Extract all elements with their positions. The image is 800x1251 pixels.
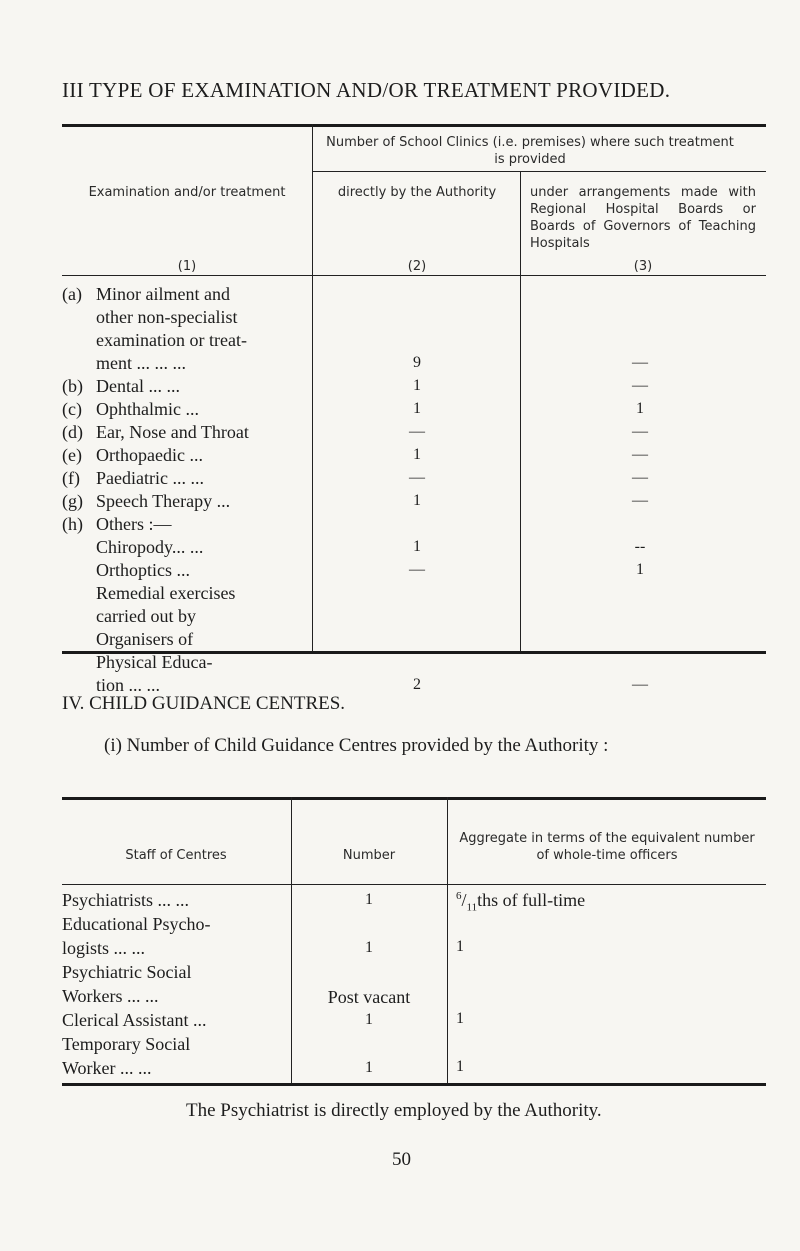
- table2-col1-header: Staff of Centres: [125, 848, 227, 863]
- table1-col3-num: (3): [633, 259, 653, 274]
- table2-top-rule: [62, 797, 766, 800]
- table2-row-label: Psychiatric Social: [62, 962, 192, 982]
- table1-col3-value: 1: [636, 561, 644, 578]
- section3-title: III TYPE OF EXAMINATION AND/OR TREATMENT PROVIDED.: [62, 78, 671, 102]
- table1-row-label: Remedial exercises: [96, 583, 236, 603]
- fraction-slash: /: [461, 890, 467, 910]
- table1-row-label: Physical Educa-: [96, 652, 213, 672]
- table1-col1-num: (1): [177, 259, 197, 274]
- table1-col2-value: 1: [413, 377, 421, 394]
- table2-number-value: 1: [365, 939, 373, 956]
- table1-row-letter: (e): [62, 445, 82, 465]
- table2-row-label: Workers ... ...: [62, 986, 159, 1006]
- page-number: 50: [392, 1149, 411, 1170]
- table2-col2-header: Number: [342, 848, 396, 863]
- table2-bottom-rule: [62, 1083, 766, 1086]
- table1-col2-num: (2): [407, 259, 427, 274]
- table1-col3-header: under arrangements made with Regional Hospital Boards or Boards of Governors of Teaching Hospitals: [530, 185, 756, 251]
- table2-number-value: 1: [365, 891, 373, 908]
- table1-row-label: Organisers of: [96, 629, 194, 649]
- table1-row-letter: (d): [62, 422, 83, 442]
- table2-aggregate-value: 1: [456, 938, 464, 955]
- table1-col3-value: 1: [636, 400, 644, 417]
- table1-col3-value: —: [632, 423, 648, 440]
- table1-group-header: Number of School Clinics (i.e. premises) where such treatment is provided: [326, 135, 734, 167]
- table1-row-label: Others :—: [96, 514, 172, 534]
- table2-row-label: Psychiatrists ... ...: [62, 890, 190, 910]
- table2-row-label: Clerical Assistant ...: [62, 1010, 207, 1030]
- table1-row-label: Minor ailment and: [96, 284, 230, 304]
- table1-row-label: carried out by: [96, 606, 196, 626]
- table1-col2-value: 1: [413, 538, 421, 555]
- table2-header-rule: [62, 884, 766, 885]
- table1-row-label: Paediatric ... ...: [96, 468, 204, 488]
- table1-row-label: Speech Therapy ...: [96, 491, 231, 511]
- table1-col3-value: —: [632, 676, 648, 693]
- table1-row-label: Chiropody... ...: [96, 537, 204, 557]
- table1-row-label: tion ... ...: [96, 675, 161, 695]
- table1-row-label: Orthoptics ...: [96, 560, 190, 580]
- table1-col2-value: —: [409, 469, 425, 486]
- table1-row-label: Orthopaedic ...: [96, 445, 203, 465]
- table1-header-rule: [62, 275, 766, 276]
- table1-row-letter: (h): [62, 514, 83, 534]
- table1-top-rule: [62, 124, 766, 127]
- table1-row-letter: (g): [62, 491, 83, 511]
- table1-col2-value: —: [409, 423, 425, 440]
- fraction-numerator: 6: [456, 890, 462, 902]
- table1-row-label: examination or treat-: [96, 330, 247, 350]
- table2-number-value: Post vacant: [327, 987, 411, 1007]
- table1-col-divider-1: [312, 124, 313, 652]
- table1-col3-value: —: [632, 446, 648, 463]
- table1-row-label: ment ... ... ...: [96, 353, 186, 373]
- table1-col2-value: —: [409, 561, 425, 578]
- table2-row-label: Temporary Social: [62, 1034, 191, 1054]
- table1-row-letter: (a): [62, 284, 82, 304]
- table1-col2-value: 1: [413, 400, 421, 417]
- table1-col3-value: —: [632, 492, 648, 509]
- aggregate-suffix: ths of full-time: [477, 890, 586, 910]
- table2-aggregate-value: [456, 890, 585, 914]
- table1-col2-value: 1: [413, 446, 421, 463]
- footnote: The Psychiatrist is directly employed by the Authority.: [186, 1100, 602, 1121]
- table2-aggregate-value: 1: [456, 1010, 464, 1027]
- section4-subtitle: (i) Number of Child Guidance Centres provided by the Authority :: [104, 735, 609, 756]
- table1-col3-value: —: [632, 469, 648, 486]
- fraction-denominator: 11: [466, 901, 478, 914]
- table1-row-label: other non-specialist: [96, 307, 238, 327]
- table1-row-label: Ophthalmic ...: [96, 399, 199, 419]
- table1-col1-header: Examination and/or treatment: [88, 185, 286, 200]
- table2-number-value: 1: [365, 1011, 373, 1028]
- section4-title: IV. CHILD GUIDANCE CENTRES.: [62, 693, 346, 714]
- table2-col-divider-2: [447, 797, 448, 1085]
- table1-col3-value: —: [632, 377, 648, 394]
- table1-col2-value: 1: [413, 492, 421, 509]
- table2-row-label: logists ... ...: [62, 938, 146, 958]
- table2-number-value: 1: [365, 1059, 373, 1076]
- table2-aggregate-value: 1: [456, 1058, 464, 1075]
- table1-col2-value: 2: [413, 676, 421, 693]
- table1-group-rule: [313, 171, 766, 172]
- table1-bottom-rule: [62, 651, 766, 654]
- table1-col2-header: directly by the Authority: [337, 185, 497, 200]
- table1-col3-value: —: [632, 354, 648, 371]
- table1-row-label: Dental ... ...: [96, 376, 180, 396]
- table1-row-label: Ear, Nose and Throat: [96, 422, 249, 442]
- table2-col3-header: Aggregate in terms of the equivalent number of whole-time officers: [459, 831, 755, 863]
- table1-row-letter: (c): [62, 399, 82, 419]
- table1-row-letter: (b): [62, 376, 83, 396]
- table2-row-label: Educational Psycho-: [62, 914, 211, 934]
- table2-row-label: Worker ... ...: [62, 1058, 152, 1078]
- table1-col3-value: --: [634, 538, 646, 555]
- table1-col2-value: 9: [413, 354, 421, 371]
- table1-row-letter: (f): [62, 468, 80, 488]
